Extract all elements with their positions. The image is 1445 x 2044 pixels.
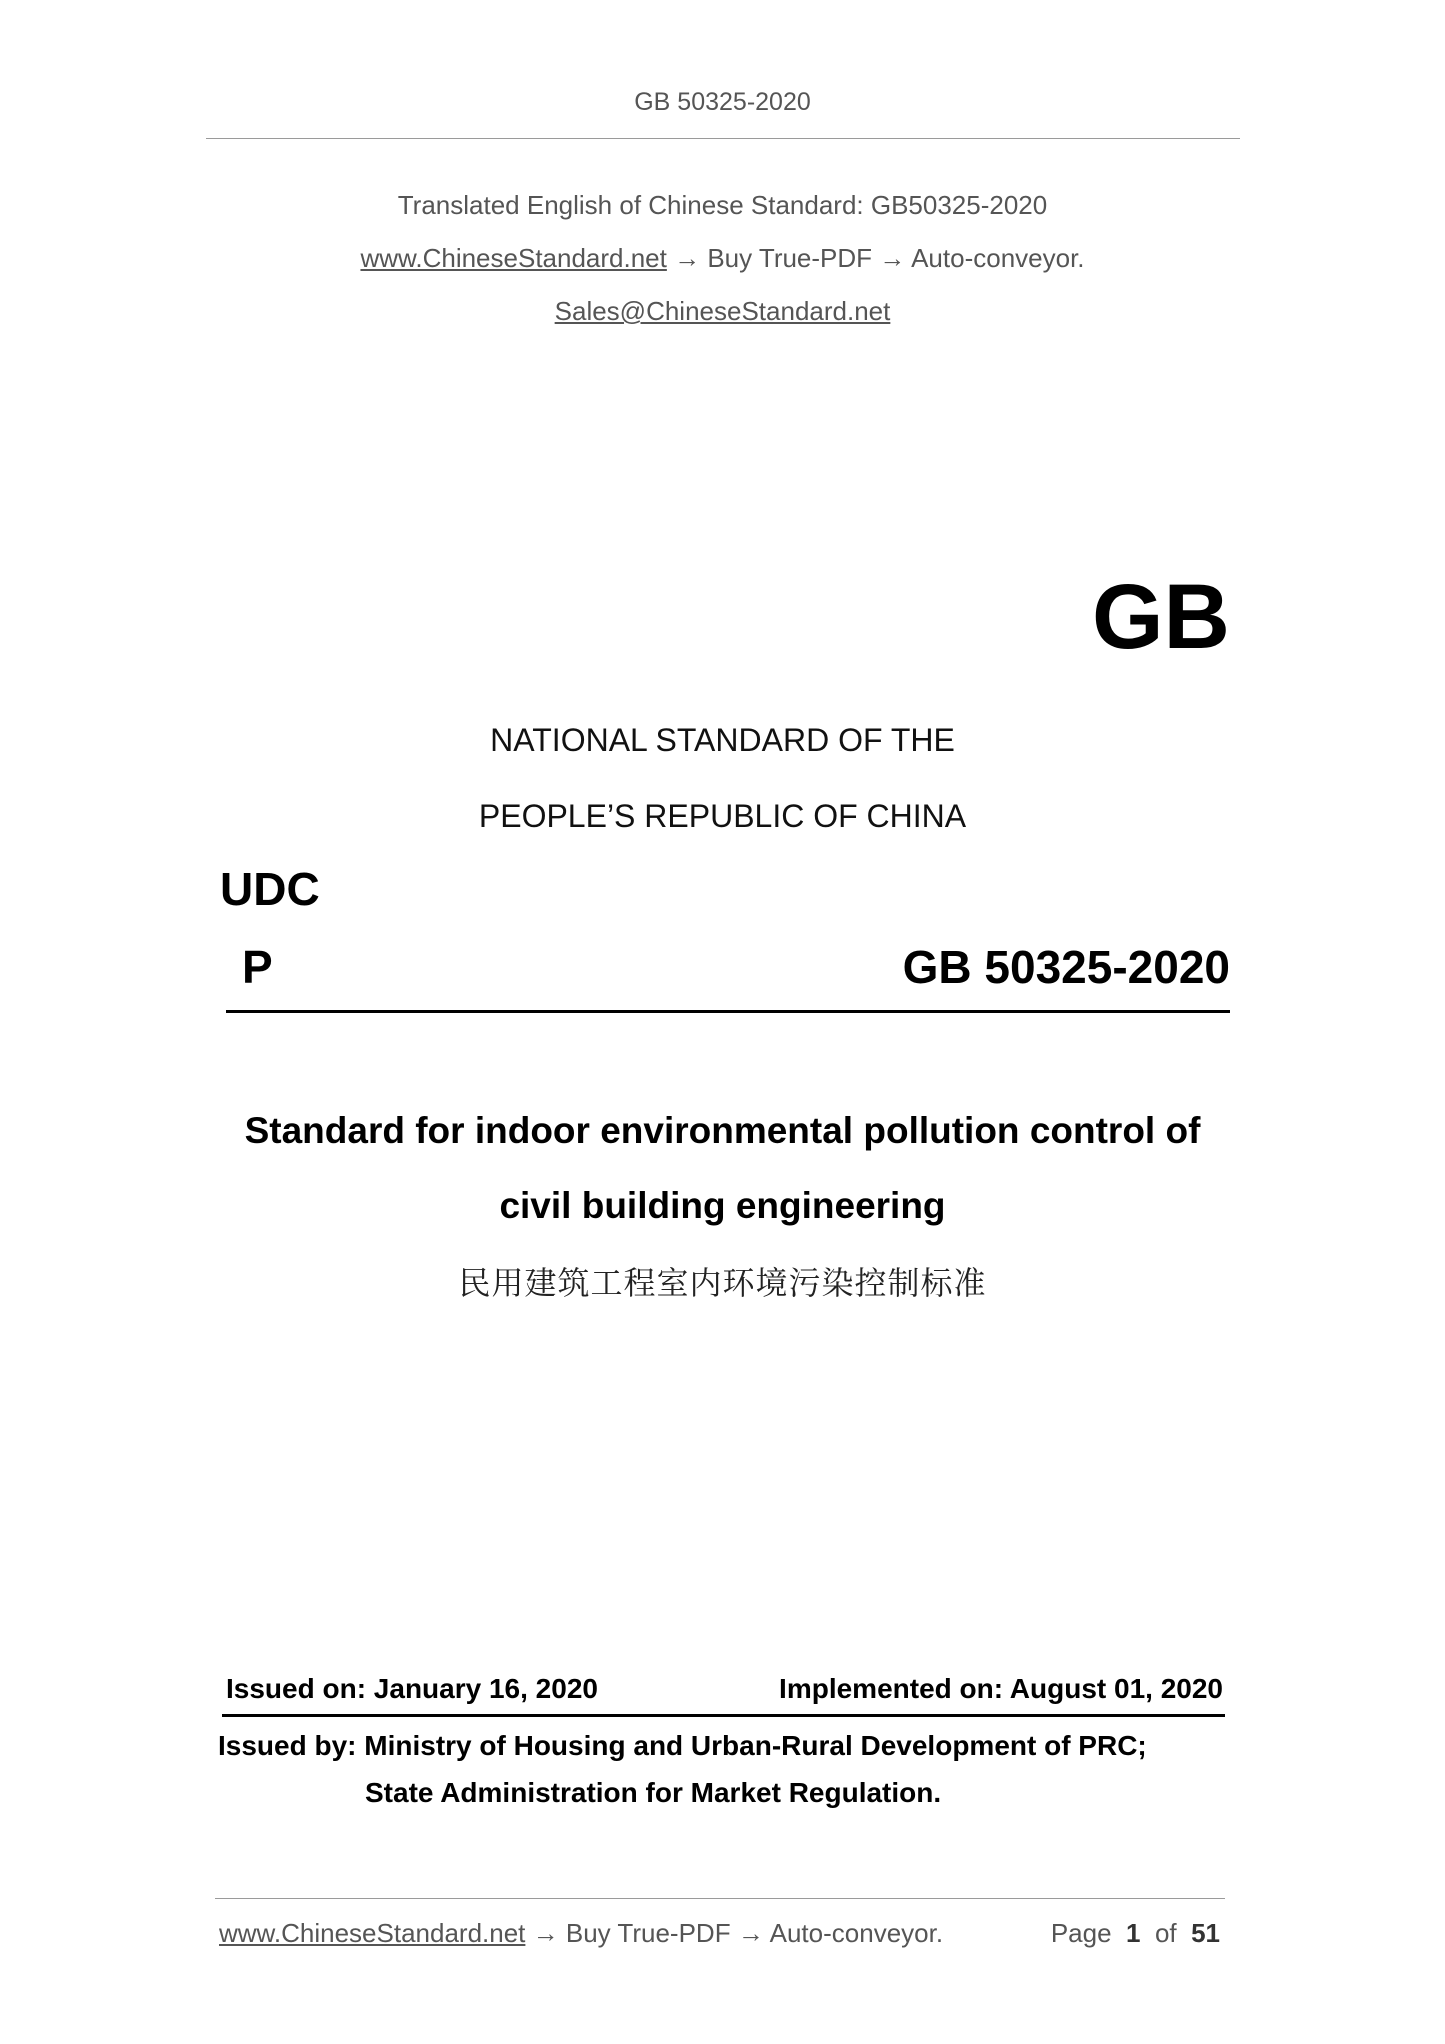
site-link[interactable]: www.ChineseStandard.net: [360, 243, 667, 273]
footer-buy-pdf-text: Buy True-PDF: [565, 1918, 731, 1948]
arrow-right-icon: →: [674, 243, 701, 273]
sales-email-link[interactable]: Sales@ChineseStandard.net: [554, 296, 891, 326]
buy-pdf-text: Buy True-PDF: [707, 243, 873, 273]
page-of-label: of: [1154, 1918, 1177, 1948]
issued-on-date: Issued on: January 16, 2020: [226, 1673, 598, 1704]
footer-site-link[interactable]: www.ChineseStandard.net: [219, 1918, 526, 1948]
implemented-on-date: Implemented on: August 01, 2020: [779, 1673, 1223, 1704]
auto-conveyor-text: Auto-conveyor.: [911, 243, 1085, 273]
arrow-right-icon: →: [532, 1918, 559, 1948]
chinese-title: 民用建筑工程室内环境污染控制标准: [458, 1264, 987, 1302]
national-standard-line-2: PEOPLE’S REPUBLIC OF CHINA: [478, 798, 967, 834]
running-header: GB 50325-2020: [634, 88, 811, 116]
footer-divider: [215, 1898, 1225, 1899]
dates-divider: [222, 1714, 1225, 1717]
footer-auto-conveyor-text: Auto-conveyor.: [769, 1918, 944, 1948]
promo-line: [0, 243, 1445, 274]
footer-promo: [219, 1918, 943, 1949]
arrow-right-icon: →: [879, 243, 906, 273]
header-divider: [206, 138, 1240, 139]
standard-number: GB 50325-2020: [902, 941, 1230, 993]
arrow-right-icon: →: [737, 1918, 764, 1948]
page-indicator: [1051, 1918, 1220, 1949]
page-current: 1: [1126, 1918, 1141, 1948]
p-code: P: [242, 941, 273, 993]
email-line: [0, 296, 1445, 327]
issued-by-line-2: State Administration for Market Regulation.: [365, 1777, 942, 1808]
udc-label: UDC: [220, 863, 320, 915]
title-divider: [226, 1010, 1230, 1013]
national-standard-line-1: NATIONAL STANDARD OF THE: [490, 722, 955, 758]
issued-by-line-1: Issued by: Ministry of Housing and Urban-Rural Development of PRC;: [218, 1730, 1147, 1761]
page-total: 51: [1191, 1918, 1220, 1948]
document-title-line-1: Standard for indoor environmental pollution control of: [244, 1110, 1201, 1151]
document-title-line-2: civil building engineering: [499, 1185, 946, 1226]
page-label: Page: [1050, 1918, 1112, 1948]
translation-notice: Translated English of Chinese Standard: GB50325-2020: [397, 190, 1048, 220]
gb-mark: GB: [1092, 566, 1230, 668]
